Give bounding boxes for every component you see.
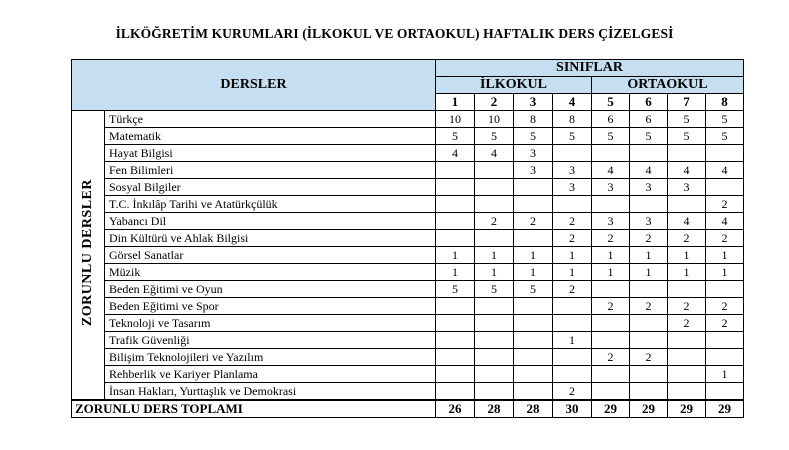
side-label-cell <box>72 111 105 401</box>
hours-cell: 4 <box>592 162 630 179</box>
hours-cell <box>592 281 630 298</box>
hours-cell: 5 <box>436 281 475 298</box>
hours-cell: 10 <box>436 111 475 128</box>
hours-cell: 1 <box>475 247 514 264</box>
hours-cell: 4 <box>706 213 744 230</box>
subject-name: Türkçe <box>105 111 436 128</box>
hours-cell <box>553 315 592 332</box>
hours-cell: 2 <box>706 315 744 332</box>
table-row <box>72 264 744 281</box>
hours-cell: 1 <box>514 264 553 281</box>
dersler-header: DERSLER <box>72 60 436 111</box>
hours-cell: 5 <box>475 281 514 298</box>
hours-cell: 1 <box>706 264 744 281</box>
hours-cell <box>630 383 668 401</box>
grade-header-6: 6 <box>630 94 668 111</box>
hours-cell <box>436 298 475 315</box>
total-value: 29 <box>668 400 706 418</box>
total-value: 29 <box>592 400 630 418</box>
side-label: ZORUNLU DERSLER <box>80 179 95 327</box>
hours-cell: 2 <box>592 349 630 366</box>
hours-cell <box>514 332 553 349</box>
hours-cell: 10 <box>475 111 514 128</box>
hours-cell: 5 <box>668 128 706 145</box>
subject-name: Hayat Bilgisi <box>105 145 436 162</box>
hours-cell <box>514 366 553 383</box>
grade-header-3: 3 <box>514 94 553 111</box>
hours-cell <box>436 196 475 213</box>
hours-cell: 4 <box>475 145 514 162</box>
hours-cell: 1 <box>553 264 592 281</box>
hours-cell: 5 <box>706 128 744 145</box>
grade-header-2: 2 <box>475 94 514 111</box>
hours-cell <box>436 332 475 349</box>
subject-name: Teknoloji ve Tasarım <box>105 315 436 332</box>
hours-cell: 3 <box>592 213 630 230</box>
hours-cell: 4 <box>706 162 744 179</box>
hours-cell <box>514 179 553 196</box>
hours-cell <box>553 145 592 162</box>
hours-cell <box>475 315 514 332</box>
hours-cell: 3 <box>630 213 668 230</box>
total-value: 26 <box>436 400 475 418</box>
hours-cell <box>475 332 514 349</box>
subject-name: Yabancı Dil <box>105 213 436 230</box>
hours-cell <box>706 281 744 298</box>
grade-header-7: 7 <box>668 94 706 111</box>
table-row <box>72 179 744 196</box>
hours-cell <box>630 281 668 298</box>
hours-cell <box>630 315 668 332</box>
hours-cell <box>630 366 668 383</box>
hours-cell <box>592 383 630 401</box>
hours-cell: 2 <box>668 298 706 315</box>
hours-cell: 5 <box>514 128 553 145</box>
hours-cell: 4 <box>436 145 475 162</box>
hours-cell: 8 <box>514 111 553 128</box>
total-value: 29 <box>706 400 744 418</box>
hours-cell <box>436 213 475 230</box>
hours-cell: 2 <box>553 230 592 247</box>
hours-cell: 8 <box>553 111 592 128</box>
hours-cell: 1 <box>436 247 475 264</box>
hours-cell: 1 <box>475 264 514 281</box>
hours-cell: 1 <box>553 247 592 264</box>
hours-cell: 1 <box>514 247 553 264</box>
table-row <box>72 315 744 332</box>
table-row <box>72 366 744 383</box>
hours-cell <box>706 383 744 401</box>
hours-cell: 3 <box>668 179 706 196</box>
hours-cell: 4 <box>668 213 706 230</box>
hours-cell <box>668 281 706 298</box>
subject-name: Rehberlik ve Kariyer Planlama <box>105 366 436 383</box>
subject-name: Matematik <box>105 128 436 145</box>
grade-header-1: 1 <box>436 94 475 111</box>
total-value: 29 <box>630 400 668 418</box>
hours-cell <box>553 366 592 383</box>
hours-cell <box>514 196 553 213</box>
hours-cell: 5 <box>668 111 706 128</box>
hours-cell: 4 <box>668 162 706 179</box>
hours-cell: 2 <box>706 196 744 213</box>
subject-name: Görsel Sanatlar <box>105 247 436 264</box>
subject-name: Sosyal Bilgiler <box>105 179 436 196</box>
hours-cell <box>668 383 706 401</box>
hours-cell <box>475 298 514 315</box>
hours-cell <box>514 383 553 401</box>
hours-cell: 5 <box>436 128 475 145</box>
subject-name: Beden Eğitimi ve Spor <box>105 298 436 315</box>
hours-cell <box>475 179 514 196</box>
hours-cell <box>514 349 553 366</box>
hours-cell: 5 <box>514 281 553 298</box>
hours-cell: 6 <box>630 111 668 128</box>
hours-cell: 3 <box>630 179 668 196</box>
table-row <box>72 349 744 366</box>
table-row <box>72 230 744 247</box>
hours-cell: 2 <box>630 349 668 366</box>
hours-cell <box>668 332 706 349</box>
hours-cell: 5 <box>553 128 592 145</box>
hours-cell <box>668 366 706 383</box>
hours-cell <box>514 315 553 332</box>
hours-cell <box>553 349 592 366</box>
subject-name: Trafik Güvenliği <box>105 332 436 349</box>
subject-name: Fen Bilimleri <box>105 162 436 179</box>
hours-cell <box>475 366 514 383</box>
hours-cell <box>436 383 475 401</box>
hours-cell <box>436 162 475 179</box>
subject-name: Bilişim Teknolojileri ve Yazılım <box>105 349 436 366</box>
hours-cell: 1 <box>706 366 744 383</box>
subject-name: İnsan Hakları, Yurttaşlık ve Demokrasi <box>105 383 436 401</box>
hours-cell <box>706 332 744 349</box>
siniflar-header: SINIFLAR <box>436 60 744 77</box>
hours-cell <box>592 366 630 383</box>
hours-cell <box>630 145 668 162</box>
hours-cell <box>475 349 514 366</box>
hours-cell: 1 <box>553 332 592 349</box>
hours-cell <box>436 179 475 196</box>
hours-cell <box>592 145 630 162</box>
hours-cell <box>436 315 475 332</box>
ortaokul-header: ORTAOKUL <box>592 77 744 94</box>
grade-header-5: 5 <box>592 94 630 111</box>
hours-cell: 3 <box>553 162 592 179</box>
hours-cell: 5 <box>592 128 630 145</box>
table-row <box>72 162 744 179</box>
table-row <box>72 332 744 349</box>
hours-cell: 2 <box>706 298 744 315</box>
hours-cell <box>553 298 592 315</box>
hours-cell <box>630 196 668 213</box>
hours-cell <box>436 230 475 247</box>
total-value: 28 <box>475 400 514 418</box>
grade-header-8: 8 <box>706 94 744 111</box>
total-value: 28 <box>514 400 553 418</box>
hours-cell: 2 <box>475 213 514 230</box>
weekly-schedule-table <box>71 59 744 418</box>
hours-cell: 1 <box>630 264 668 281</box>
hours-cell <box>592 332 630 349</box>
hours-cell: 5 <box>630 128 668 145</box>
document-title: İLKÖĞRETİM KURUMLARI (İLKOKUL VE ORTAOKUL) HAFTALIK DERS ÇİZELGESİ <box>115 26 674 41</box>
hours-cell: 1 <box>668 247 706 264</box>
hours-cell <box>475 230 514 247</box>
hours-cell <box>553 196 592 213</box>
hours-cell <box>436 349 475 366</box>
table-row <box>72 128 744 145</box>
hours-cell <box>630 332 668 349</box>
table-row <box>72 383 744 401</box>
subject-name: Din Kültürü ve Ahlak Bilgisi <box>105 230 436 247</box>
hours-cell <box>706 349 744 366</box>
table-row <box>72 298 744 315</box>
total-label: ZORUNLU DERS TOPLAMI <box>72 400 436 418</box>
hours-cell: 2 <box>668 315 706 332</box>
hours-cell: 3 <box>553 179 592 196</box>
hours-cell: 2 <box>553 383 592 401</box>
total-value: 30 <box>553 400 592 418</box>
hours-cell: 3 <box>514 145 553 162</box>
hours-cell <box>475 196 514 213</box>
hours-cell: 1 <box>436 264 475 281</box>
table-row <box>72 213 744 230</box>
hours-cell: 1 <box>630 247 668 264</box>
hours-cell: 3 <box>592 179 630 196</box>
hours-cell: 2 <box>630 230 668 247</box>
hours-cell: 1 <box>592 264 630 281</box>
hours-cell <box>436 366 475 383</box>
table-row <box>72 196 744 213</box>
hours-cell <box>706 179 744 196</box>
hours-cell: 1 <box>706 247 744 264</box>
hours-cell: 5 <box>706 111 744 128</box>
hours-cell: 1 <box>592 247 630 264</box>
subject-name: T.C. İnkılâp Tarihi ve Atatürkçülük <box>105 196 436 213</box>
hours-cell: 1 <box>668 264 706 281</box>
hours-cell: 2 <box>592 230 630 247</box>
hours-cell: 2 <box>630 298 668 315</box>
hours-cell: 6 <box>592 111 630 128</box>
hours-cell <box>668 349 706 366</box>
hours-cell: 2 <box>592 298 630 315</box>
table-row <box>72 145 744 162</box>
hours-cell: 4 <box>630 162 668 179</box>
ilkokul-header: İLKOKUL <box>436 77 592 94</box>
hours-cell: 3 <box>514 162 553 179</box>
total-row <box>72 400 744 418</box>
hours-cell <box>592 196 630 213</box>
hours-cell: 2 <box>668 230 706 247</box>
table-row <box>72 111 744 128</box>
table-row <box>72 281 744 298</box>
hours-cell <box>475 383 514 401</box>
hours-cell <box>592 315 630 332</box>
subject-name: Beden Eğitimi ve Oyun <box>105 281 436 298</box>
hours-cell: 5 <box>475 128 514 145</box>
hours-cell: 2 <box>553 213 592 230</box>
hours-cell: 2 <box>553 281 592 298</box>
hours-cell <box>514 230 553 247</box>
hours-cell: 2 <box>514 213 553 230</box>
hours-cell <box>475 162 514 179</box>
grade-header-4: 4 <box>553 94 592 111</box>
hours-cell <box>668 196 706 213</box>
table-row <box>72 247 744 264</box>
subject-name: Müzik <box>105 264 436 281</box>
hours-cell: 2 <box>706 230 744 247</box>
hours-cell <box>706 145 744 162</box>
hours-cell <box>668 145 706 162</box>
hours-cell <box>514 298 553 315</box>
